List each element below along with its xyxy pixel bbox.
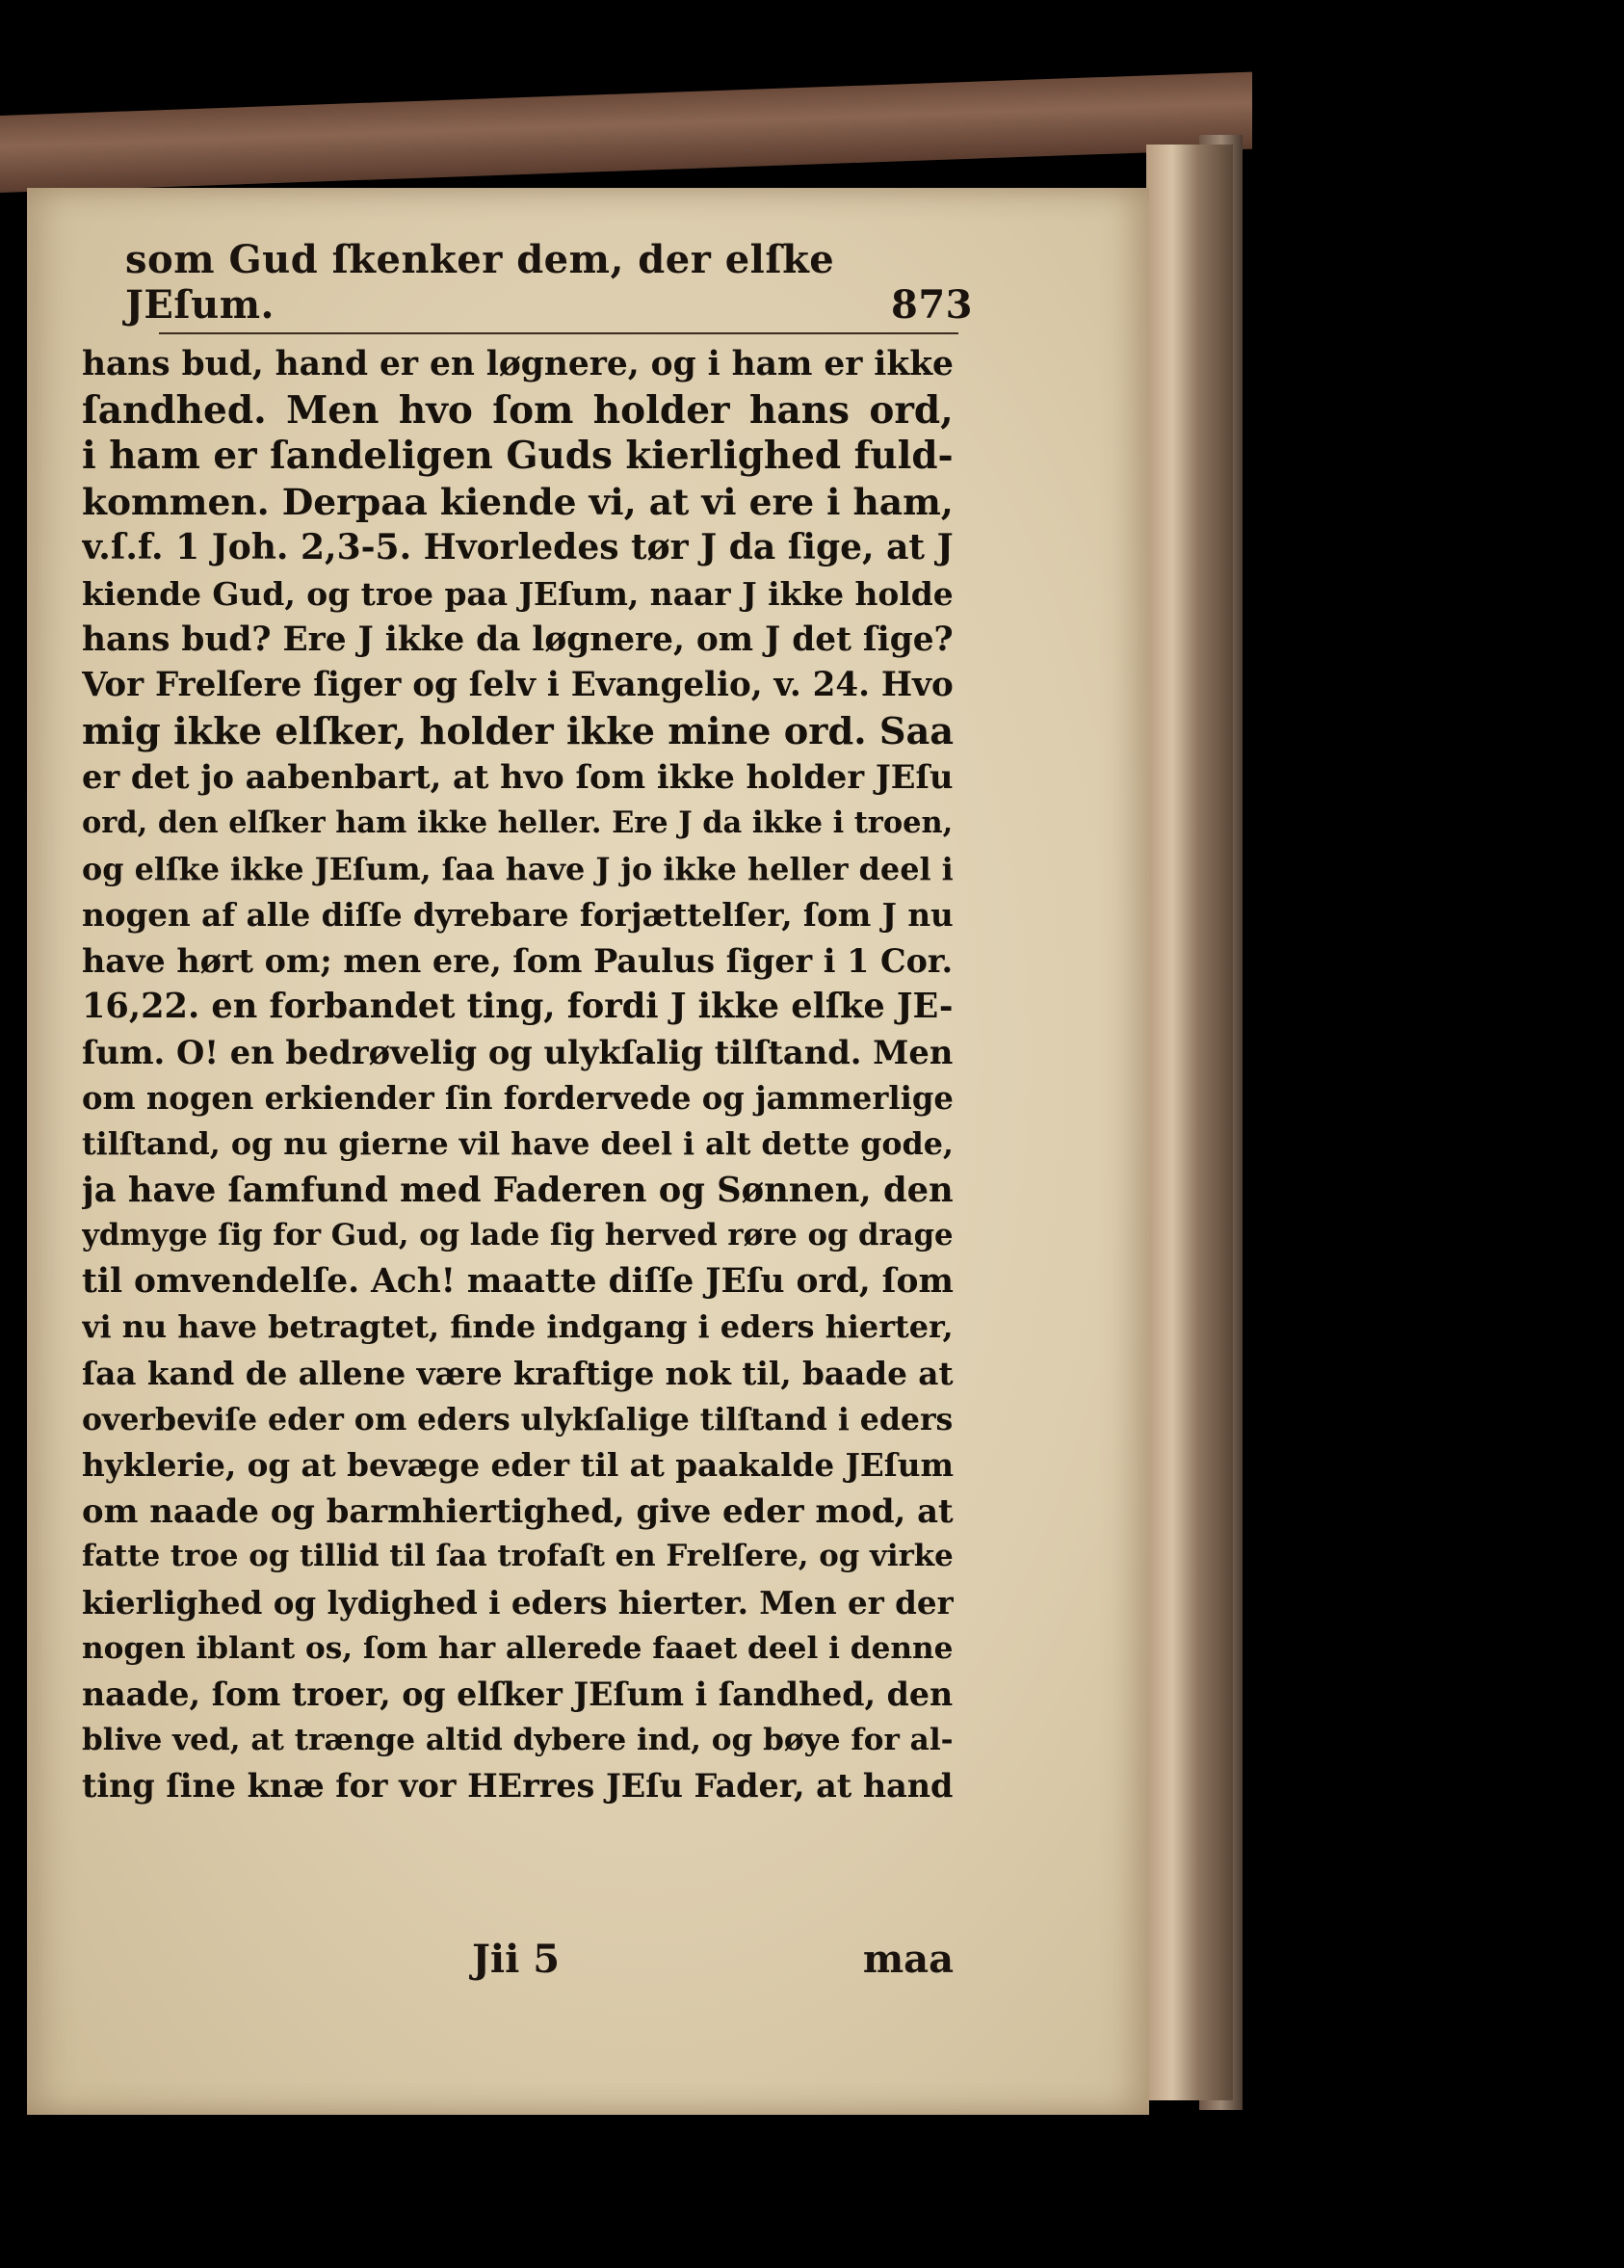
- text-line: hyklerie, og at bevæge eder til at paakalde JEſum: [82, 1446, 954, 1485]
- page-header: [125, 237, 973, 328]
- text-line: kierlighed og lydighed i eders hierter. Men er der: [82, 1584, 954, 1622]
- text-line: til omvendelſe. Ach! maatte diſſe JEſu ord, ſom: [82, 1261, 954, 1301]
- text-line: og elſke ikke JEſum, ſaa have J jo ikke heller deel i: [82, 850, 954, 887]
- text-line: ydmyge ſig for Gud, og lade ſig herved røre og drage: [82, 1218, 954, 1253]
- text-line: ting ſine knæ for vor HErres JEſu Fader, at hand: [82, 1767, 954, 1806]
- book-cover-top: [0, 72, 1252, 193]
- text-line: nogen af alle diſſe dyrebare forjættelſer, ſom J nu: [82, 896, 954, 935]
- text-line: ja have ſamfund med Faderen og Sønnen, den: [82, 1170, 954, 1210]
- text-line: ſaa kand de allene være kraftige nok til, baade at: [82, 1355, 954, 1393]
- text-line: 16,22. en forbandet ting, fordi J ikke elſke JE-: [82, 987, 954, 1027]
- text-line: kommen. Derpaa kiende vi, at vi ere i ham,: [82, 480, 954, 523]
- text-line: naade, ſom troer, og elſker JEſum i ſandhed, den: [82, 1675, 954, 1714]
- text-line: mig ikke elſker, holder ikke mine ord. Saa: [82, 709, 954, 753]
- text-line: nogen iblant os, ſom har allerede faaet deel i denne: [82, 1630, 954, 1666]
- page-footer: [472, 1937, 954, 1985]
- text-line: v.ſ.f. 1 Joh. 2,3-5. Hvorledes tør J da ſige, at J: [82, 527, 954, 568]
- text-line: ſum. O! en bedrøvelig og ulykſalig tilſtand. Men: [82, 1032, 954, 1071]
- page-number: 873: [891, 282, 973, 328]
- text-line: hans bud? Ere J ikke da løgnere, om J det ſige?: [82, 620, 954, 659]
- text-line: tilſtand, og nu gierne vil have deel i alt dette gode,: [82, 1126, 954, 1163]
- text-line: overbeviſe eder om eders ulykſalige tilſtand i eders: [82, 1401, 954, 1437]
- text-line: vi nu have betragtet, finde indgang i eders hierter,: [82, 1308, 954, 1346]
- running-title: som Gud ſkenker dem, der elſke JEſum.: [125, 237, 835, 328]
- text-line: Vor Frelſere ſiger og ſelv i Evangelio, v. 24. Hvo: [82, 666, 954, 705]
- text-line: fatte troe og tillid til ſaa trofaſt en Frelſere, og virke: [82, 1539, 954, 1574]
- signature-mark: Jii 5: [472, 1937, 561, 1982]
- page-edges: [1146, 145, 1233, 2100]
- text-line: have hørt om; men ere, ſom Paulus ſiger i 1 Cor.: [82, 941, 954, 980]
- text-line: hans bud, hand er en løgnere, og i ham er ikke: [82, 345, 954, 383]
- body-text: [82, 342, 954, 1809]
- text-line: om nogen erkiender ſin fordervede og jammerlige: [82, 1079, 954, 1117]
- text-line: er det jo aabenbart, at hvo ſom ikke holder JEſu: [82, 757, 954, 797]
- text-line: ſandhed. Men hvo ſom holder hans ord,: [82, 387, 954, 433]
- text-line: ord, den elſker ham ikke heller. Ere J da ikke i troen,: [82, 804, 954, 840]
- text-line: i ham er ſandeligen Guds kierlighed fuld-: [82, 435, 954, 479]
- text-line: om naade og barmhiertighed, give eder mod, at: [82, 1490, 954, 1530]
- text-line: blive ved, at trænge altid dybere ind, og bøye for al-: [82, 1722, 954, 1757]
- header-rule: [159, 332, 958, 334]
- catchword: maa: [862, 1937, 954, 1982]
- text-line: kiende Gud, og troe paa JEſum, naar J ikke holde: [82, 574, 954, 613]
